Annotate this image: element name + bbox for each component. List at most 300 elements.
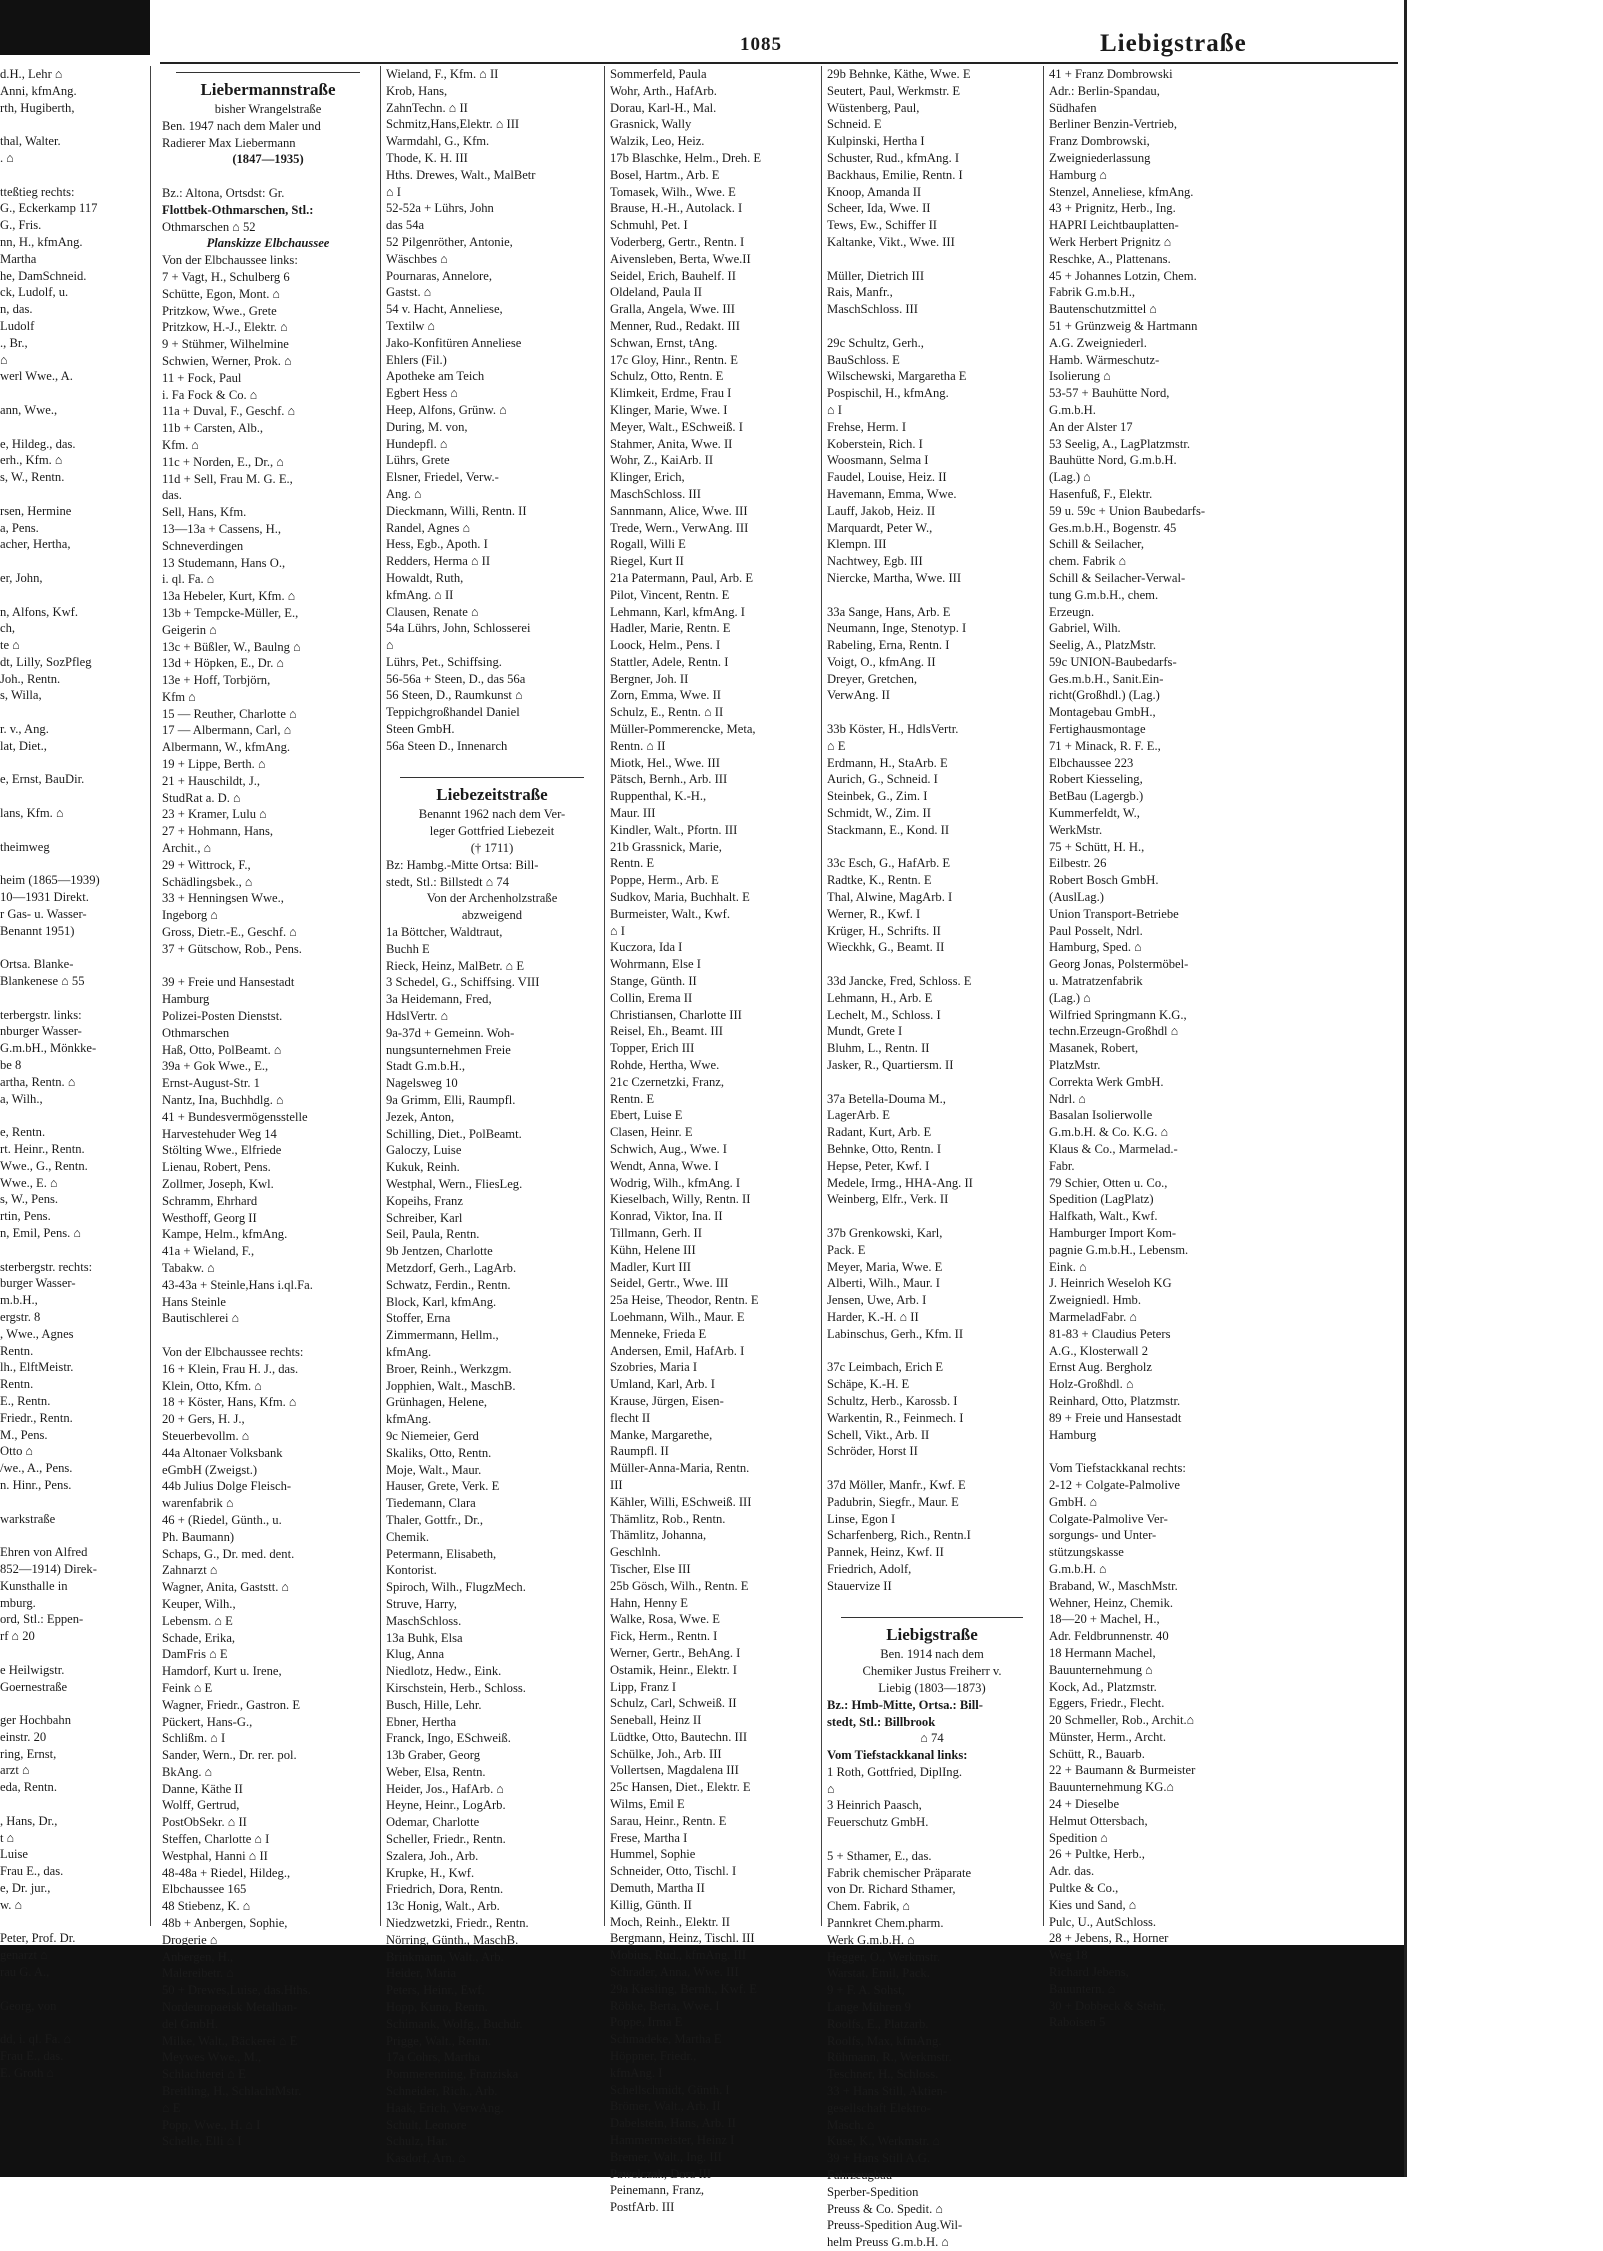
directory-entry: Seidel, Erich, Bauhelf. II — [610, 268, 736, 283]
directory-entry: Liebig (1803—1873) — [878, 1680, 986, 1695]
directory-entry: Riegel, Kurt II — [610, 554, 684, 569]
directory-entry: Clasen, Heinr. E — [610, 1125, 693, 1140]
directory-entry: Keuper, Wilh., — [162, 1596, 236, 1611]
directory-entry: Wodrig, Wilh., kfmAng. I — [610, 1175, 741, 1190]
directory-entry: Rieck, Heinz, MalBetr. ⌂ E — [386, 958, 525, 973]
directory-entry: Schlißm. ⌂ I — [162, 1731, 226, 1746]
directory-entry: 89 + Freie und Hansestadt — [1049, 1410, 1182, 1425]
directory-entry: n, das. — [0, 302, 33, 317]
directory-entry: Masanek, Robert, — [1049, 1041, 1139, 1056]
directory-entry: 13c Honig, Walt., Arb. — [386, 1899, 500, 1914]
directory-entry: Lauff, Jakob, Heiz. II — [827, 503, 936, 518]
directory-entry: Rabeling, Erna, Rentn. I — [827, 638, 950, 653]
directory-entry: A.G., Klosterwall 2 — [1049, 1343, 1148, 1358]
directory-entry: Weinberg, Elfr., Verk. II — [827, 1192, 949, 1207]
directory-entry: Spedition (LagPlatz) — [1049, 1192, 1154, 1207]
directory-entry: Goernestraße — [0, 1679, 68, 1694]
directory-entry: stedt, Stl.: Billstedt ⌂ 74 — [386, 874, 510, 889]
directory-entry: Steinbek, G., Zim. I — [827, 789, 928, 804]
directory-entry: BkAng. ⌂ — [162, 1764, 213, 1779]
directory-entry: Thal, Alwine, MagArb. I — [827, 890, 953, 905]
directory-entry: Schreiber, Karl — [386, 1210, 463, 1225]
directory-entry: Schultz, Herb., Karossb. I — [827, 1393, 958, 1408]
directory-entry: Brause, H.-H., Autolack. I — [610, 201, 743, 216]
directory-entry: Elbchaussee 223 — [1049, 755, 1134, 770]
directory-entry: Ang. ⌂ — [386, 486, 422, 501]
directory-entry: e, Rentn. — [0, 1125, 46, 1140]
directory-entry: Wäschbes ⌂ — [386, 251, 448, 266]
directory-entry: 13c + Büßler, W., Baulng ⌂ — [162, 639, 301, 654]
directory-entry — [0, 587, 150, 604]
directory-entry: Ebert, Luise E — [610, 1108, 683, 1123]
directory-entry: 11c + Norden, E., Dr., ⌂ — [162, 454, 284, 469]
column-divider — [1043, 66, 1044, 1926]
directory-entry: Bremer, Walt., Ing. III — [610, 2149, 722, 2164]
directory-entry: Hammermeister, Heinz I — [610, 2133, 735, 2148]
directory-entry: MaschSchloss. III — [610, 486, 701, 501]
directory-entry: . ⌂ — [0, 150, 14, 165]
directory-entry: E. Groth ⌂ — [0, 2065, 55, 2080]
directory-entry: n. Hinr., Pens. — [0, 1477, 72, 1492]
directory-entry: Isolierung ⌂ — [1049, 369, 1111, 384]
directory-entry: Textilw ⌂ — [386, 318, 435, 333]
directory-entry: ., Br., — [0, 335, 28, 350]
directory-entry — [827, 318, 1037, 335]
directory-entry: Aurich, G., Schneid. I — [827, 772, 938, 787]
directory-entry — [827, 956, 1037, 973]
directory-entry — [0, 2014, 150, 2031]
directory-entry: BauSchloss. E — [827, 352, 900, 367]
directory-entry: 45 + Johannes Lotzin, Chem. — [1049, 268, 1197, 283]
directory-entry: Ehren von Alfred — [0, 1545, 88, 1560]
directory-entry: 29 + Wittrock, F., — [162, 857, 251, 872]
directory-entry: Adr. Feldbrunnenstr. 40 — [1049, 1629, 1169, 1644]
directory-entry: Chemiker Justus Freiherr v. — [862, 1664, 1002, 1679]
directory-entry: 41 + Bundesvermögensstelle — [162, 1109, 308, 1124]
directory-entry: Sudkov, Maria, Buchhalt. E — [610, 890, 750, 905]
directory-entry: d.H., Lehr ⌂ — [0, 67, 63, 81]
directory-entry: Loehmann, Wilh., Maur. E — [610, 1309, 745, 1324]
directory-entry: Blankenese ⌂ 55 — [0, 974, 85, 989]
directory-entry: erh., Kfm. ⌂ — [0, 453, 63, 468]
directory-entry: Christiansen, Charlotte III — [610, 1007, 742, 1022]
directory-entry: 37a Betella-Douma M., — [827, 1091, 946, 1106]
directory-entry: 13a Hebeler, Kurt, Kfm. ⌂ — [162, 589, 296, 604]
directory-entry: Schröder, Horst II — [827, 1444, 918, 1459]
directory-entry: Schramm, Ehrhard — [162, 1193, 258, 1208]
directory-entry: Franck, Ingo, ESchweiß. — [386, 1731, 511, 1746]
directory-entry: ⌂ — [0, 352, 8, 367]
column-divider — [150, 66, 151, 1926]
directory-entry: Broer, Reinh., Werkzgm. — [386, 1361, 512, 1376]
directory-entry: Klug, Anna — [386, 1647, 445, 1662]
directory-entry: n, Emil, Pens. ⌂ — [0, 1225, 82, 1240]
directory-entry: Anni, kfmAng. — [0, 83, 77, 98]
directory-entry: 17 — Albermann, Carl, ⌂ — [162, 723, 292, 738]
directory-entry: Ernst Aug. Bergholz — [1049, 1360, 1152, 1375]
directory-entry: G.m.bH., Mönkke- — [0, 1041, 97, 1056]
directory-entry: Benannt 1962 nach dem Ver- — [418, 807, 566, 822]
directory-entry: 46 + (Riedel, Günth., u. — [162, 1512, 282, 1527]
directory-entry: Warmdahl, G., Kfm. — [386, 134, 490, 149]
directory-entry: Westphal, Wern., FliesLeg. — [386, 1177, 523, 1191]
directory-entry: G.m.b.H. & Co. K.G. ⌂ — [1049, 1125, 1169, 1140]
directory-entry: Zimmermann, Hellm., — [386, 1328, 499, 1343]
directory-entry: Scharfenberg, Rich., Rentn.I — [827, 1528, 971, 1543]
directory-entry: Frese, Martha I — [610, 1830, 688, 1845]
directory-entry: werl Wwe., A. — [0, 369, 73, 384]
directory-entry: Hans Steinle — [162, 1294, 227, 1309]
directory-entry: Radant, Kurt, Arb. E — [827, 1125, 932, 1140]
directory-entry: 13e + Hoff, Torbjörn, — [162, 673, 271, 688]
directory-entry: Hegger, O., Werkmstr. — [827, 1949, 940, 1964]
directory-entry: e, Hildeg., das. — [0, 436, 76, 451]
directory-entry — [0, 822, 150, 839]
directory-entry: ⌂ I — [386, 184, 401, 199]
directory-entry: Brinkmann, Walt., Arb. — [386, 1949, 504, 1964]
directory-entry: r. v., Ang. — [0, 722, 49, 737]
directory-entry: Tillmann, Gerh. II — [610, 1225, 702, 1240]
column-divider — [821, 66, 822, 1926]
directory-entry: Niercke, Martha, Wwe. III — [827, 570, 962, 585]
directory-entry: artha, Rentn. ⌂ — [0, 1074, 76, 1089]
directory-entry: Zorn, Emma, Wwe. II — [610, 688, 721, 703]
directory-entry: G.m.b.H. ⌂ — [1049, 1561, 1107, 1576]
directory-entry: a, Wilh., — [0, 1091, 43, 1106]
directory-entry: PostObSekr. ⌂ II — [162, 1815, 247, 1830]
directory-entry: Gabriel, Wilh. — [1049, 621, 1121, 636]
directory-entry: (Lag.) ⌂ — [1049, 470, 1091, 485]
directory-entry: t ⌂ — [0, 1830, 15, 1845]
directory-entry: Schult, Leonore — [386, 2117, 467, 2132]
column-liebig-cont — [1049, 66, 1399, 2030]
directory-entry: ord, Stl.: Eppen- — [0, 1612, 84, 1627]
directory-entry: Trede, Wern., VerwAng. III — [610, 520, 749, 535]
directory-entry: Tews, Ew., Schiffer II — [827, 218, 937, 233]
directory-entry: MaschSchloss. III — [827, 302, 918, 317]
directory-entry: 17b Blaschke, Helm., Dreh. E — [610, 150, 762, 165]
directory-entry: nn, H., kfmAng. — [0, 234, 83, 249]
directory-entry: Lienau, Robert, Pens. — [162, 1160, 271, 1175]
directory-entry: Ingeborg ⌂ — [162, 908, 218, 923]
directory-entry: Clausen, Renate ⌂ — [386, 604, 479, 619]
directory-entry: Steen GmbH. — [386, 722, 455, 737]
directory-entry: 11a + Duval, F., Geschf. ⌂ — [162, 404, 296, 419]
directory-entry: e, Ernst, BauDir. — [0, 772, 85, 787]
directory-entry: Struve, Harry, — [386, 1596, 457, 1611]
directory-entry: 37c Leimbach, Erich E — [827, 1360, 944, 1375]
directory-entry: Schneverdingen — [162, 538, 244, 553]
directory-entry: Vom Tiefstackkanal rechts: — [1049, 1461, 1186, 1476]
directory-entry: Sarau, Heinr., Rentn. E — [610, 1813, 727, 1828]
directory-entry: Malereibetr. ⌂ — [162, 1966, 234, 1981]
directory-entry: Nagelsweg 10 — [386, 1076, 458, 1091]
directory-entry: 9b Jentzen, Charlotte — [386, 1244, 493, 1259]
directory-entry: During, M. von, — [386, 419, 468, 434]
directory-entry: Lührs, Grete — [386, 453, 450, 468]
directory-entry: Koberstein, Rich. I — [827, 436, 923, 451]
directory-entry: a, Pens. — [0, 520, 39, 535]
directory-entry: BetBau (Lagergb.) — [1049, 789, 1144, 804]
directory-entry: ⌂ 74 — [920, 1731, 944, 1746]
directory-entry: Klimkeit, Erdme, Frau I — [610, 386, 732, 401]
directory-entry: Correkta Werk GmbH. — [1049, 1074, 1164, 1089]
directory-entry: Pannkret Chem.pharm. — [827, 1916, 944, 1931]
directory-entry: 9 + Stühmer, Wilhelmine — [162, 337, 289, 352]
directory-entry: Schade, Erika, — [162, 1630, 236, 1645]
directory-entry: abzweigend — [461, 908, 523, 923]
directory-entry: sterbergstr. rechts: — [0, 1259, 93, 1274]
directory-entry: richt(Großhdl.) (Lag.) — [1049, 688, 1160, 703]
directory-entry: Schneider, Otto, Tischl. I — [610, 1864, 737, 1879]
directory-entry: 56-56a + Steen, D., das 56a — [386, 671, 526, 686]
directory-entry: Dabelstein, Hans, Arb. II — [610, 2116, 736, 2131]
directory-entry: 13—13a + Cassens, H., — [162, 521, 282, 536]
directory-entry: 1a Böttcher, Waldtraut, — [386, 925, 503, 940]
directory-entry: Medele, Irmg., HHA-Ang. II — [827, 1175, 973, 1190]
directory-entry: MarmeladFabr. ⌂ — [1049, 1309, 1137, 1324]
directory-entry: 28 + Jebens, R., Horner — [1049, 1931, 1169, 1946]
directory-entry: Kukuk, Reinh. — [386, 1160, 460, 1175]
directory-entry: Hopp, Kuno, Rentn. — [386, 2000, 488, 2015]
directory-entry: Ehlers (Fil.) — [386, 352, 447, 367]
directory-entry: Pack. E — [827, 1242, 866, 1257]
column-liebigstrasse — [827, 66, 1037, 2250]
directory-entry: Neumann, Inge, Stenotyp. I — [827, 621, 967, 636]
directory-entry: Feink ⌂ E — [162, 1680, 213, 1695]
directory-entry: , Wwe., Agnes — [0, 1326, 74, 1341]
directory-entry: Poppe, Herm., Arb. E — [610, 873, 719, 888]
directory-entry: Hamburger Import Kom- — [1049, 1225, 1177, 1240]
directory-entry: Stadt G.m.b.H., — [386, 1059, 466, 1074]
directory-entry — [827, 1343, 1037, 1360]
directory-entry: Haß, Otto, PolBeamt. ⌂ — [162, 1042, 282, 1057]
directory-entry: Rühmann, R., Werkmstr. — [827, 2050, 952, 2065]
directory-entry: Colgate-Palmolive Ver- — [1049, 1511, 1168, 1526]
directory-entry: Seil, Paula, Rentn. — [386, 1227, 480, 1242]
directory-entry: , Hans, Dr., — [0, 1813, 58, 1828]
directory-entry: 18 Hermann Machel, — [1049, 1645, 1156, 1660]
directory-entry: Popp, Wwe., H. ⌂ I — [162, 2117, 261, 2132]
directory-entry: Kock, Ad., Platzmstr. — [1049, 1679, 1157, 1694]
directory-entry — [0, 1494, 150, 1511]
directory-entry: Wohrmann, Else I — [610, 957, 701, 972]
directory-entry: theimweg — [0, 839, 50, 854]
directory-entry: Kontorist. — [386, 1563, 437, 1578]
directory-entry: tteßtieg rechts: — [0, 184, 75, 199]
directory-entry: Hamburg — [162, 992, 210, 1007]
directory-entry — [0, 1796, 150, 1813]
directory-entry: Wilfried Springmann K.G., — [1049, 1007, 1187, 1022]
directory-entry: Kieselbach, Willy, Rentn. II — [610, 1192, 751, 1207]
directory-entry: gesellschaft Elektro- — [827, 2100, 931, 2115]
directory-entry: Union Transport-Betriebe — [1049, 906, 1179, 921]
directory-entry: Archit., ⌂ — [162, 841, 212, 856]
directory-entry: Weber, Elsa, Rentn. — [386, 1764, 486, 1779]
directory-entry: ⌂ I — [610, 923, 625, 938]
directory-entry: M., Pens. — [0, 1427, 48, 1442]
directory-entry — [0, 385, 150, 402]
directory-entry: Wehner, Heinz, Chemik. — [1049, 1595, 1174, 1610]
scan-edge-top — [0, 0, 150, 55]
directory-entry: Elbchaussee 165 — [162, 1882, 247, 1897]
directory-entry: Westphal, Hanni ⌂ II — [162, 1848, 268, 1863]
directory-entry: (1847—1935) — [232, 152, 304, 167]
directory-entry: 26 + Pultke, Herb., — [1049, 1847, 1145, 1862]
directory-entry: Georg, von — [0, 1998, 57, 2013]
directory-entry: († 1711) — [470, 841, 514, 856]
directory-entry: Vollertsen, Magdalena III — [610, 1763, 739, 1778]
directory-entry: Chemik. — [386, 1529, 430, 1544]
directory-entry — [827, 704, 1037, 721]
directory-entry: Holz-Großhdl. ⌂ — [1049, 1377, 1134, 1392]
directory-entry: Dreyer, Gretchen, — [827, 671, 918, 686]
directory-entry: tung G.m.b.H., chem. — [1049, 587, 1159, 602]
header-rule — [160, 62, 1398, 64]
directory-entry: Drogerie ⌂ — [162, 1932, 218, 1947]
directory-entry: Ges.m.b.H., Sanit.Ein- — [1049, 671, 1164, 686]
directory-entry: Südhafen — [1049, 100, 1097, 115]
directory-entry: u. Matratzenfabrik — [1049, 974, 1143, 989]
directory-entry: Brömer, Walt., Arb. II — [610, 2099, 721, 2114]
directory-entry: Geschlnh. — [610, 1545, 661, 1560]
directory-entry: Schuster, Rud., kfmAng. I — [827, 150, 960, 165]
directory-entry: Rogall, Willi E — [610, 537, 686, 552]
directory-entry: Schulz, Otto, Rentn. E — [610, 369, 724, 384]
directory-entry: Schulz, Carl, Schweiß. II — [610, 1696, 737, 1711]
directory-entry: ann, Wwe., — [0, 402, 58, 417]
directory-entry: Schütte, Egon, Mont. ⌂ — [162, 286, 281, 301]
directory-entry: Grasnick, Wally — [610, 117, 692, 132]
directory-entry: Fabrik chemischer Präparate — [827, 1865, 972, 1880]
directory-entry: Ndrl. ⌂ — [1049, 1091, 1086, 1106]
directory-entry: 33c Esch, G., HafArb. E — [827, 856, 951, 871]
directory-entry: Busch, Hille, Lehr. — [386, 1697, 482, 1712]
directory-entry: Schneider, Rich., Arb. — [386, 2084, 498, 2099]
street-heading: Liebermannstraße — [200, 80, 336, 99]
directory-entry — [162, 958, 374, 975]
directory-entry: Martha — [0, 251, 37, 266]
running-head: Liebigstraße — [1100, 30, 1247, 57]
directory-entry: Kasdorf, Arn. ⌂ — [386, 2151, 466, 2166]
directory-entry: Robert Kiesseling, — [1049, 772, 1143, 787]
directory-entry: Gross, Dietr.-E., Geschf. ⌂ — [162, 925, 297, 940]
directory-entry: Kfm. ⌂ — [162, 437, 199, 452]
directory-entry: Friedr., Rentn. — [0, 1410, 73, 1425]
directory-entry: Szobries, Maria I — [610, 1360, 698, 1375]
directory-entry: 11d + Sell, Frau M. G. E., — [162, 471, 293, 486]
directory-entry: einstr. 20 — [0, 1729, 47, 1744]
directory-entry: 18—20 + Machel, H., — [1049, 1612, 1160, 1627]
directory-entry: Bautischlerei ⌂ — [162, 1311, 240, 1326]
directory-entry: Pulc, U., AutSchloss. — [1049, 1914, 1157, 1929]
directory-entry: Hepse, Peter, Kwf. I — [827, 1158, 930, 1173]
directory-entry: Thaler, Gottfr., Dr., — [386, 1512, 484, 1527]
directory-entry — [827, 1595, 1037, 1612]
directory-entry: Stahmer, Anita, Wwe. II — [610, 436, 733, 451]
directory-entry: 9 + F. A. Sohst, — [827, 1983, 905, 1998]
directory-entry: Hummel, Sophie — [610, 1847, 696, 1862]
directory-entry: stedt, Stl.: Billbrook — [827, 1714, 936, 1729]
directory-entry: 25c Hansen, Diet., Elektr. E — [610, 1780, 751, 1795]
directory-entry: Hundepfl. ⌂ — [386, 436, 448, 451]
directory-entry: 13b Graber, Georg — [386, 1748, 481, 1763]
directory-entry: Schell, Vikt., Arb. II — [827, 1427, 930, 1442]
directory-entry — [0, 486, 150, 503]
directory-entry: 33 + Henningsen Wwe., — [162, 891, 284, 906]
directory-entry: Mobius, Rud., kfmAng. III — [610, 1948, 747, 1963]
directory-entry: Odemar, Charlotte — [386, 1815, 480, 1830]
directory-entry: Berliner Benzin-Vertrieb, — [1049, 117, 1177, 132]
directory-entry: rth, Hugiberth, — [0, 100, 75, 115]
directory-entry: 37d Möller, Manfr., Kwf. E — [827, 1477, 966, 1492]
directory-entry: Zahnarzt ⌂ — [162, 1563, 218, 1578]
directory-entry: Roolfs, Max, kfmAng. — [827, 2033, 942, 2048]
directory-entry: kfmAng. I — [610, 2065, 663, 2080]
directory-entry: HdslVertr. ⌂ — [386, 1009, 449, 1024]
directory-entry: Röbke, Berta, Wwe. I — [610, 1998, 720, 2013]
directory-entry: MaschSchloss. — [386, 1613, 462, 1628]
directory-entry: 15 — Reuther, Charlotte ⌂ — [162, 706, 297, 721]
directory-entry: Niedzwetzki, Friedr., Rentn. — [386, 1916, 529, 1931]
directory-entry: Stenzel, Anneliese, kfmAng. — [1049, 184, 1194, 199]
directory-entry: Heider, Maria — [386, 1966, 457, 1981]
directory-entry: Pultke & Co., — [1049, 1881, 1119, 1896]
directory-entry — [0, 1107, 150, 1124]
directory-entry: Meyer, Maria, Wwe. E — [827, 1259, 943, 1274]
directory-entry: 51 + Grünzweig & Hartmann — [1049, 318, 1198, 333]
directory-entry: III — [610, 1477, 623, 1492]
directory-entry: m.b.H., — [0, 1293, 38, 1308]
directory-entry: Menneke, Frieda E — [610, 1326, 707, 1341]
directory-entry: Roolfs, E., Platzarb. — [827, 2016, 929, 2031]
directory-entry: Spiroch, Wilh., FlugzMech. — [386, 1580, 526, 1595]
directory-entry: 18 + Köster, Hans, Kfm. ⌂ — [162, 1395, 297, 1410]
directory-entry: Meywes Wwe., M., — [162, 2050, 262, 2065]
directory-entry: 41 + Franz Dombrowski — [1049, 67, 1173, 81]
directory-entry: 56a Steen D., Innenarch — [386, 738, 508, 753]
directory-entry: 30 + Dobbeck & Stehr, — [1049, 1998, 1166, 2013]
directory-entry: Nantz, Ina, Buchhdlg. ⌂ — [162, 1093, 284, 1108]
directory-entry: er, John, — [0, 570, 43, 585]
directory-entry: Schmitz,Hans,Elektr. ⌂ III — [386, 117, 520, 132]
directory-entry: Danne, Käthe II — [162, 1781, 243, 1796]
directory-entry: Fabrik G.m.b.H., — [1049, 285, 1136, 300]
directory-entry: Schlachterei ⌂ E — [162, 2067, 246, 2082]
directory-entry: Dorau, Karl-H., Mal. — [610, 100, 717, 115]
directory-entry: Müller-Anna-Maria, Rentn. — [610, 1461, 750, 1476]
directory-entry: Wwe., E. ⌂ — [0, 1175, 58, 1190]
directory-entry: Heyne, Heinr., LogArb. — [386, 1798, 506, 1813]
directory-entry: 17c Gloy, Hinr., Rentn. E — [610, 352, 738, 367]
directory-entry: Rentn. E — [610, 1091, 655, 1106]
directory-entry: 23 + Kramer, Lulu ⌂ — [162, 807, 267, 822]
directory-entry: ck, Ludolf, u. — [0, 285, 69, 300]
directory-entry — [827, 587, 1037, 604]
directory-entry — [0, 553, 150, 570]
directory-entry: mburg. — [0, 1595, 36, 1610]
directory-entry: Lipp, Franz I — [610, 1679, 677, 1694]
directory-entry: Kummerfeldt, W., — [1049, 806, 1140, 821]
directory-entry: Thämlitz, Rob., Rentn. — [610, 1511, 726, 1526]
directory-entry: Randel, Agnes ⌂ — [386, 520, 471, 535]
directory-entry: WerkMstr. — [1049, 822, 1103, 837]
directory-entry: Feuerschutz GmbH. — [827, 1815, 929, 1830]
directory-entry: Bluhm, L., Rentn. II — [827, 1041, 930, 1056]
directory-entry: Pilot, Vincent, Rentn. E — [610, 587, 730, 602]
directory-entry: Voderberg, Gertr., Rentn. I — [610, 234, 745, 249]
directory-entry: Lehmann, H., Arb. E — [827, 990, 933, 1005]
